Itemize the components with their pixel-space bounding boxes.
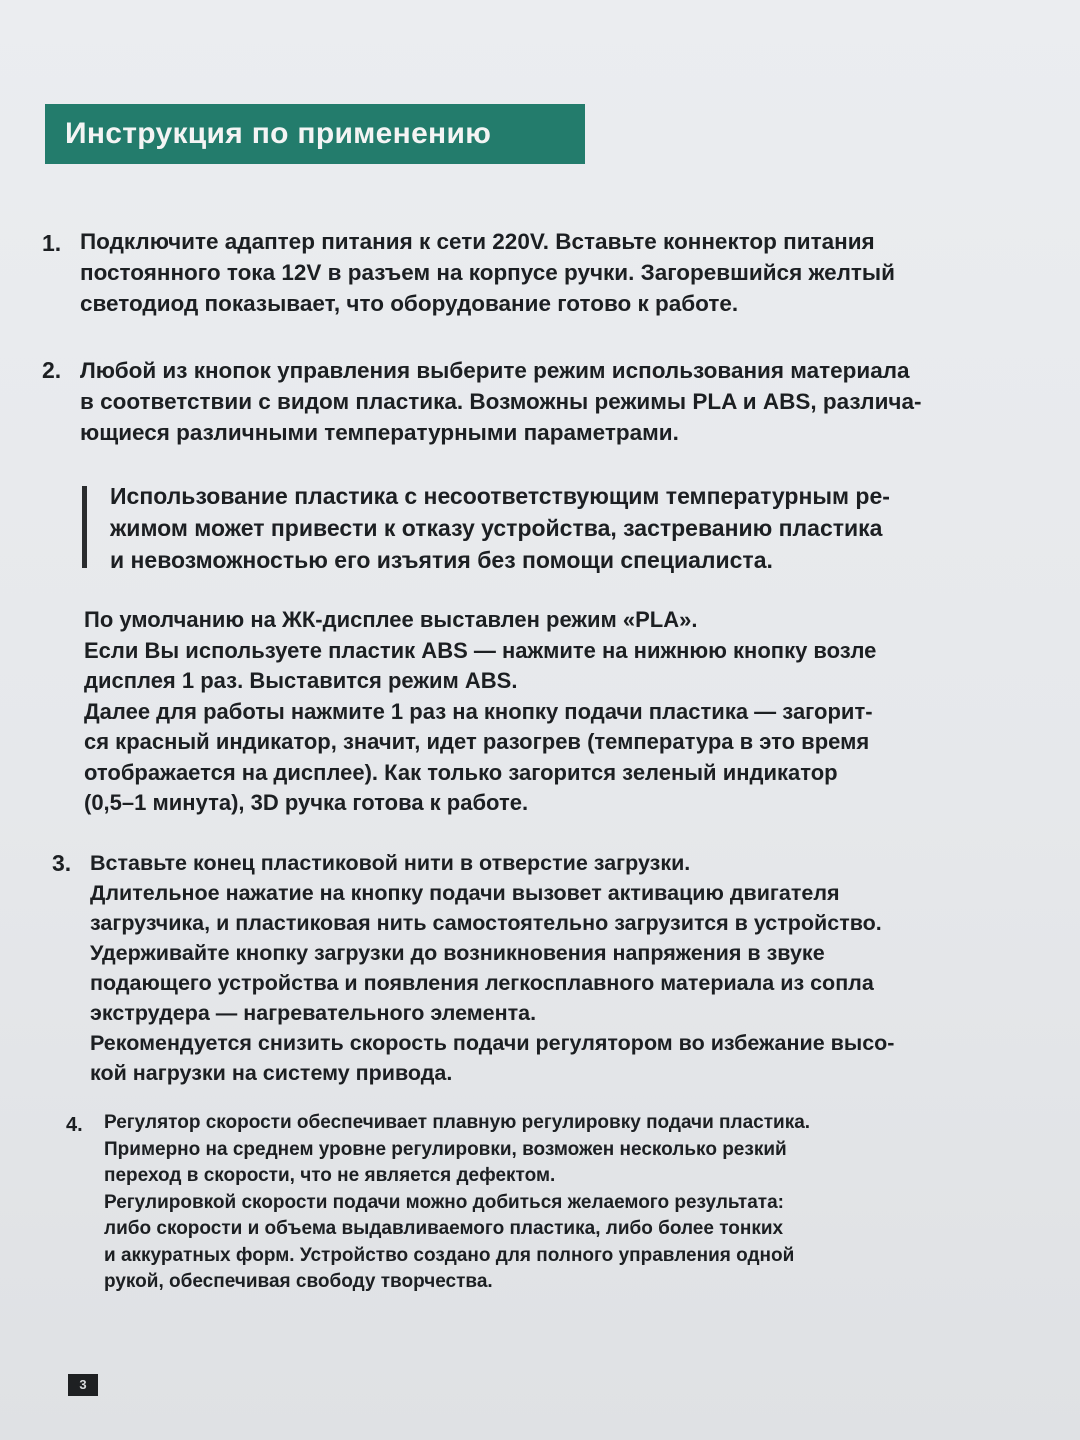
item-4-line: и аккуратных форм. Устройство создано для полного управления одной	[104, 1244, 795, 1266]
warning-note	[110, 480, 890, 576]
instruction-item-1	[80, 226, 895, 319]
item-number-4: 4.	[66, 1114, 83, 1136]
item-3-line: Удерживайте кнопку загрузки до возникновения напряжения в звуке	[90, 941, 825, 965]
item-1-line: светодиод показывает, что оборудование готово к работе.	[80, 291, 739, 316]
item-3-line: загрузчика, и пластиковая нить самостоятельно загрузится в устройство.	[90, 911, 882, 935]
item-3-line: Рекомендуется снизить скорость подачи регулятором во избежание высо-	[90, 1031, 895, 1055]
item-4-line: либо скорости и объема выдавливаемого пластика, либо более тонких	[104, 1218, 784, 1239]
instruction-item-4	[104, 1110, 810, 1296]
default-mode-line: дисплея 1 раз. Выставится режим ABS.	[84, 668, 518, 693]
item-2-line: Любой из кнопок управления выберите режим использования материала	[80, 358, 910, 383]
item-4-line: рукой, обеспечивая свободу творчества.	[104, 1271, 493, 1292]
item-4-line: переход в скорости, что не является дефектом.	[104, 1165, 556, 1186]
item-1-line: Подключите адаптер питания к сети 220V. Вставьте коннектор питания	[80, 229, 875, 254]
default-mode-line: ся красный индикатор, значит, идет разогрев (температура в это время	[84, 729, 870, 754]
instruction-item-3	[90, 848, 894, 1088]
item-3-line: Длительное нажатие на кнопку подачи вызовет активацию двигателя	[90, 881, 840, 905]
section-title-banner	[45, 104, 585, 164]
warning-bar	[82, 486, 87, 568]
default-mode-paragraph	[84, 605, 876, 819]
warning-line: Использование пластика с несоответствующим температурным ре-	[110, 483, 890, 509]
item-4-line: Регулировкой скорости подачи можно добиться желаемого результата:	[104, 1191, 784, 1213]
default-mode-line: Далее для работы нажмите 1 раз на кнопку подачи пластика — загорит-	[84, 698, 873, 724]
item-4-line: Примерно на среднем уровне регулировки, возможен несколько резкий	[104, 1138, 787, 1160]
item-2-line: в соответствии с видом пластика. Возможны режимы PLA и ABS, различа-	[80, 389, 922, 414]
item-3-line: кой нагрузки на систему привода.	[90, 1061, 453, 1085]
item-3-line: подающего устройства и появления легкосплавного материала из сопла	[90, 971, 874, 995]
item-3-line: экструдера — нагревательного элемента.	[90, 1001, 537, 1025]
page-number: 3	[68, 1374, 98, 1396]
default-mode-line: По умолчанию на ЖК-дисплее выставлен режим «PLA».	[84, 607, 698, 632]
instruction-item-2	[80, 355, 922, 448]
section-title: Инструкция по применению	[65, 117, 492, 150]
item-3-line: Вставьте конец пластиковой нити в отверстие загрузки.	[90, 851, 691, 875]
item-number-3: 3.	[52, 850, 72, 876]
warning-line: жимом может привести к отказу устройства, застреванию пластика	[110, 515, 883, 541]
default-mode-line: Если Вы используете пластик ABS — нажмите на нижнюю кнопку возле	[84, 637, 877, 663]
item-2-line: ющиеся различными температурными параметрами.	[80, 420, 679, 445]
item-number-1: 1.	[42, 230, 62, 256]
item-number-2: 2.	[42, 357, 62, 383]
default-mode-line: (0,5–1 минута), 3D ручка готова к работе.	[84, 790, 529, 815]
warning-line: и невозможностью его изъятия без помощи специалиста.	[110, 547, 773, 573]
item-1-line: постоянного тока 12V в разъем на корпусе ручки. Загоревшийся желтый	[80, 260, 895, 285]
default-mode-line: отображается на дисплее). Как только загорится зеленый индикатор	[84, 759, 838, 785]
item-4-line: Регулятор скорости обеспечивает плавную регулировку подачи пластика.	[104, 1112, 811, 1133]
